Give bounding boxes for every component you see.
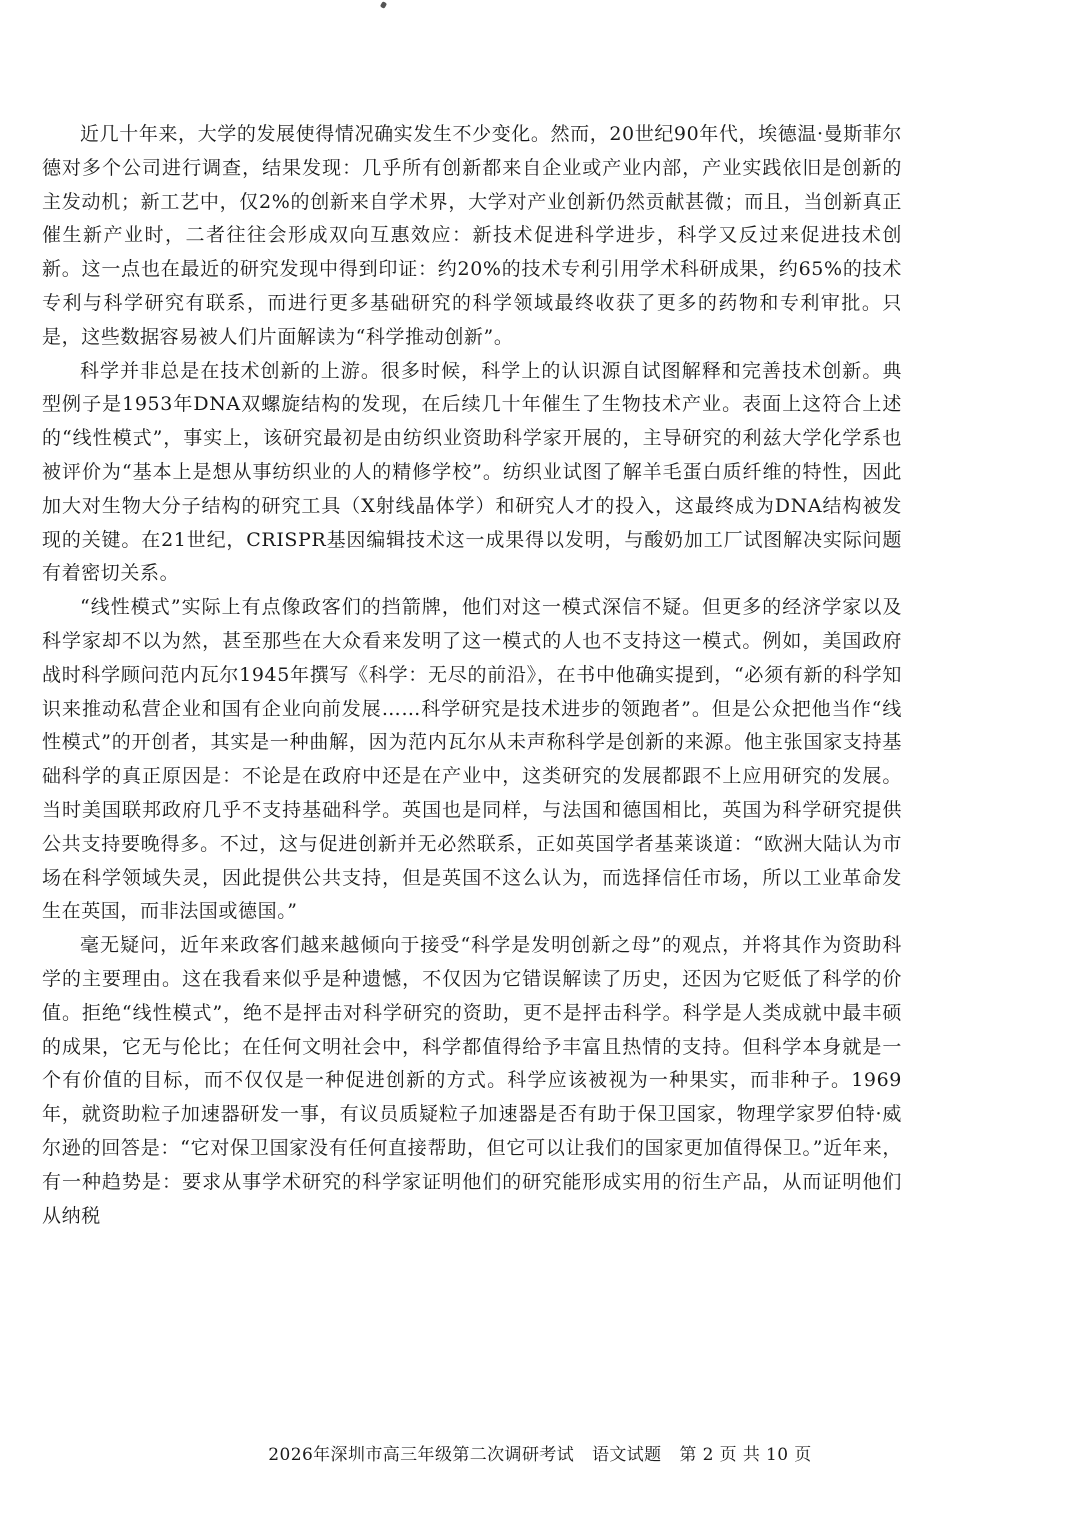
footer-exam-title: 2026年深圳市高三年级第二次调研考试 [268,1445,575,1465]
scan-speck-mark [380,1,387,9]
paragraph-2: 科学并非总是在技术创新的上游。很多时候，科学上的认识源自试图解释和完善技术创新。典型例子是1953年DNA双螺旋结构的发现，在后续几十年催生了生物技术产业。表面上这符合上述的“线性模式”，事实上，该研究最初是由纺织业资助科学家开展的，主导研究的利兹大学化学系也被评价为“基本上是想从事纺织业的人的精修学校”。纺织业试图了解羊毛蛋白质纤维的特性，因此加大对生物大分子结构的研究工具（X射线晶体学）和研究人才的投入，这最终成为DNA结构被发现的关键。在21世纪，CRISPR基因编辑技术这一成果得以发明，与酸奶加工厂试图解决实际问题有着密切关系。 [42,359,902,585]
paragraph-3: “线性模式”实际上有点像政客们的挡箭牌，他们对这一模式深信不疑。但更多的经济学家以及科学家却不以为然，甚至那些在大众看来发明了这一模式的人也不支持这一模式。例如，美国政府战时科学顾问范内瓦尔1945年撰写《科学：无尽的前沿》，在书中他确实提到，“必须有新的科学知识来推动私营企业和国有企业向前发展……科学研究是技术进步的领跑者”。但是公众把他当作“线性模式”的开创者，其实是一种曲解，因为范内瓦尔从未声称科学是创新的来源。他主张国家支持基础科学的真正原因是：不论是在政府中还是在产业中，这类研究的发展都跟不上应用研究的发展。当时美国联邦政府几乎不支持基础科学。英国也是同样，与法国和德国相比，英国为科学研究提供公共支持要晚得多。不过，这与促进创新并无必然联系，正如英国学者基莱谈道：“欧洲大陆认为市场在科学领域失灵，因此提供公共支持，但是英国不这么认为，而选择信任市场，所以工业革命发生在英国，而非法国或德国。” [42,596,902,923]
footer-page-number: 第 2 页 共 10 页 [679,1445,812,1465]
footer-subject: 语文试题 [591,1445,662,1465]
page-footer [0,1440,1080,1465]
paragraph-1: 近几十年来，大学的发展使得情况确实发生不少变化。然而，20世纪90年代，埃德温·曼斯菲尔德对多个公司进行调查，结果发现：几乎所有创新都来自企业或产业内部，产业实践依旧是创新的主发动机；新工艺中，仅2%的创新来自学术界，大学对产业创新仍然贡献甚微；而且，当创新真正催生新产业时，二者往往会形成双向互惠效应：新技术促进科学进步，科学又反过来促进技术创新。这一点也在最近的研究发现中得到印证：约20%的技术专利引用学术科研成果，约65%的技术专利与科学研究有联系，而进行更多基础研究的科学领域最终收获了更多的药物和专利审批。只是，这些数据容易被人们片面解读为“科学推动创新”。 [42,123,902,348]
paragraph-4: 毫无疑问，近年来政客们越来越倾向于接受“科学是发明创新之母”的观点，并将其作为资助科学的主要理由。这在我看来似乎是种遗憾，不仅因为它错误解读了历史，还因为它贬低了科学的价值。拒绝“线性模式”，绝不是抨击对科学研究的资助，更不是抨击科学。科学是人类成就中最丰硕的成果，它无与伦比；在任何文明社会中，科学都值得给予丰富且热情的支持。但科学本身就是一个有价值的目标，而不仅仅是一种促进创新的方式。科学应该被视为一种果实，而非种子。1969年，就资助粒子加速器研发一事，有议员质疑粒子加速器是否有助于保卫国家，物理学家罗伯特·威尔逊的回答是：“它对保卫国家没有任何直接帮助，但它可以让我们的国家更加值得保卫。”近年来，有一种趋势是：要求从事学术研究的科学家证明他们的研究能形成实用的衍生产品，从而证明他们从纳税 [42,934,902,1227]
passage-body [42,118,902,1233]
